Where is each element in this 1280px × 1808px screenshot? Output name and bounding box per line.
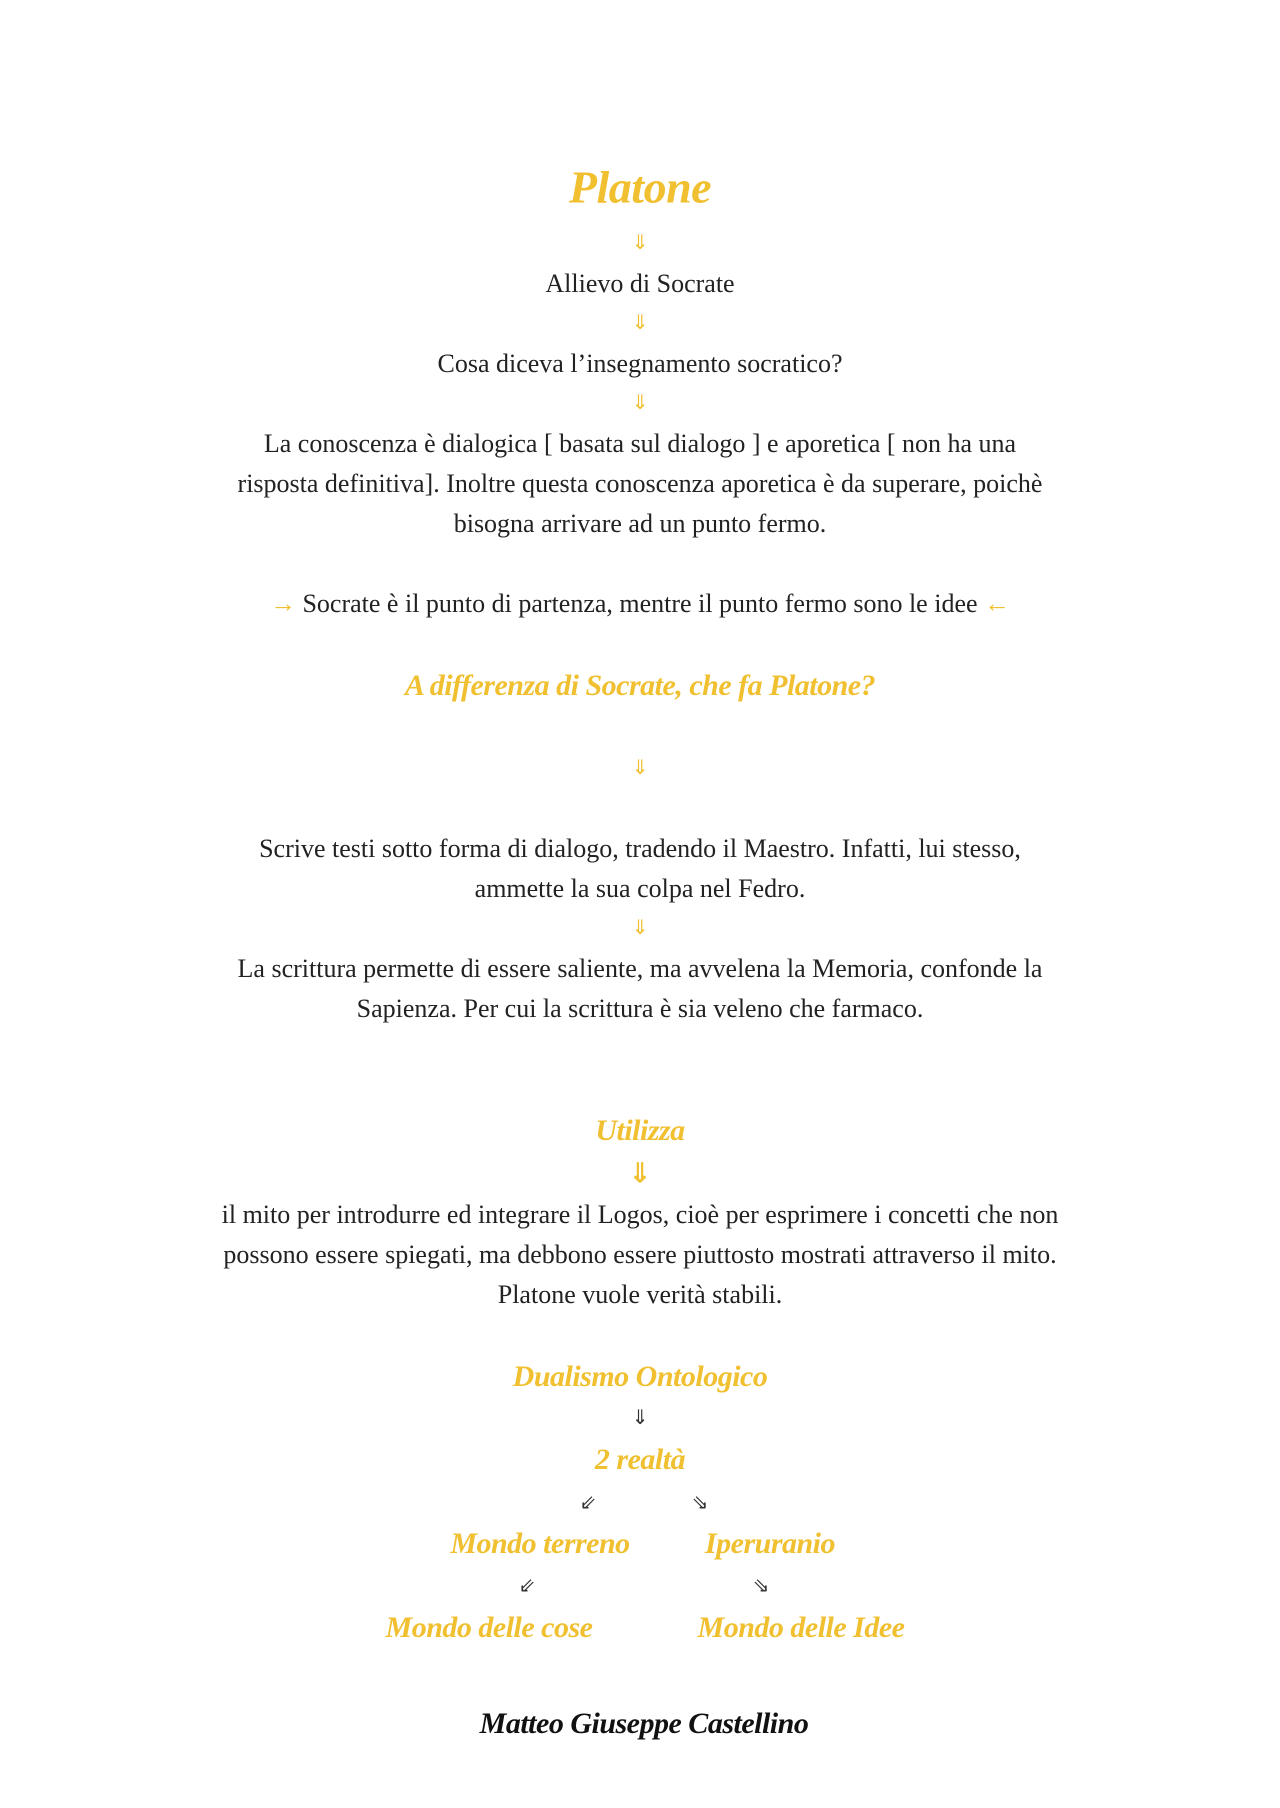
diagram-left-leaf: Mondo delle cose	[385, 1611, 593, 1644]
paragraph-line: Sapienza. Per cui la scrittura è sia veleno che farmaco.	[356, 994, 924, 1023]
paragraph-line: bisogna arrivare ad un punto fermo.	[453, 509, 827, 538]
diagram-root: Dualismo Ontologico	[512, 1360, 768, 1393]
down-arrow-icon: ⇓	[631, 390, 649, 414]
question-socratic: Cosa diceva l’insegnamento socratico?	[437, 349, 843, 378]
paragraph-line: risposta definitiva]. Inoltre questa conoscenza aporetica è da superare, poichè	[237, 469, 1043, 498]
sw-arrow-icon: ⇙	[579, 1490, 597, 1514]
paragraph-line: La conoscenza è dialogica [ basata sul dialogo ] e aporetica [ non ha una	[263, 429, 1017, 458]
down-arrow-icon: ⇓	[631, 1405, 649, 1429]
diagram-level1: 2 realtà	[594, 1443, 686, 1476]
diagram-right-leaf: Mondo delle Idee	[697, 1611, 905, 1644]
se-arrow-icon: ⇘	[752, 1573, 770, 1597]
paragraph-line: La scrittura permette di essere saliente, ma avvelena la Memoria, confonde la	[237, 954, 1043, 983]
paragraph-line: ammette la sua colpa nel Fedro.	[474, 874, 806, 903]
left-arrow-icon: ←	[984, 589, 1011, 618]
down-arrow-icon: ⇓	[631, 915, 649, 939]
question-difference: A differenza di Socrate, che fa Platone?	[404, 669, 876, 702]
paragraph-line: il mito per introdurre ed integrare il Logos, cioè per esprimere i concetti che non	[221, 1200, 1059, 1229]
paragraph-line: possono essere spiegati, ma debbono essere piuttosto mostrati attraverso il mito.	[223, 1240, 1057, 1269]
down-arrow-icon: ⇓	[631, 230, 649, 254]
socrate-text: Socrate è il punto di partenza, mentre il punto fermo sono le idee	[302, 589, 978, 618]
author-signature: Matteo Giuseppe Castellino	[479, 1707, 809, 1740]
paragraph-line: Scrive testi sotto forma di dialogo, tradendo il Maestro. Infatti, lui stesso,	[259, 834, 1021, 863]
right-arrow-icon: →	[269, 589, 296, 618]
down-arrow-icon: ⇓	[631, 310, 649, 334]
diagram-right: Iperuranio	[704, 1527, 836, 1560]
bold-down-arrow-icon: ⇓	[628, 1156, 652, 1190]
down-arrow-icon: ⇓	[631, 755, 649, 779]
socrate-line	[0, 584, 1280, 624]
utilizza-heading: Utilizza	[595, 1114, 685, 1147]
paragraph-line: Platone vuole verità stabili.	[497, 1280, 783, 1309]
sw-arrow-icon: ⇙	[518, 1573, 536, 1597]
page-title: Platone	[568, 161, 712, 213]
allievo-text: Allievo di Socrate	[545, 269, 735, 298]
se-arrow-icon: ⇘	[691, 1490, 709, 1514]
diagram-left: Mondo terreno	[450, 1527, 630, 1560]
